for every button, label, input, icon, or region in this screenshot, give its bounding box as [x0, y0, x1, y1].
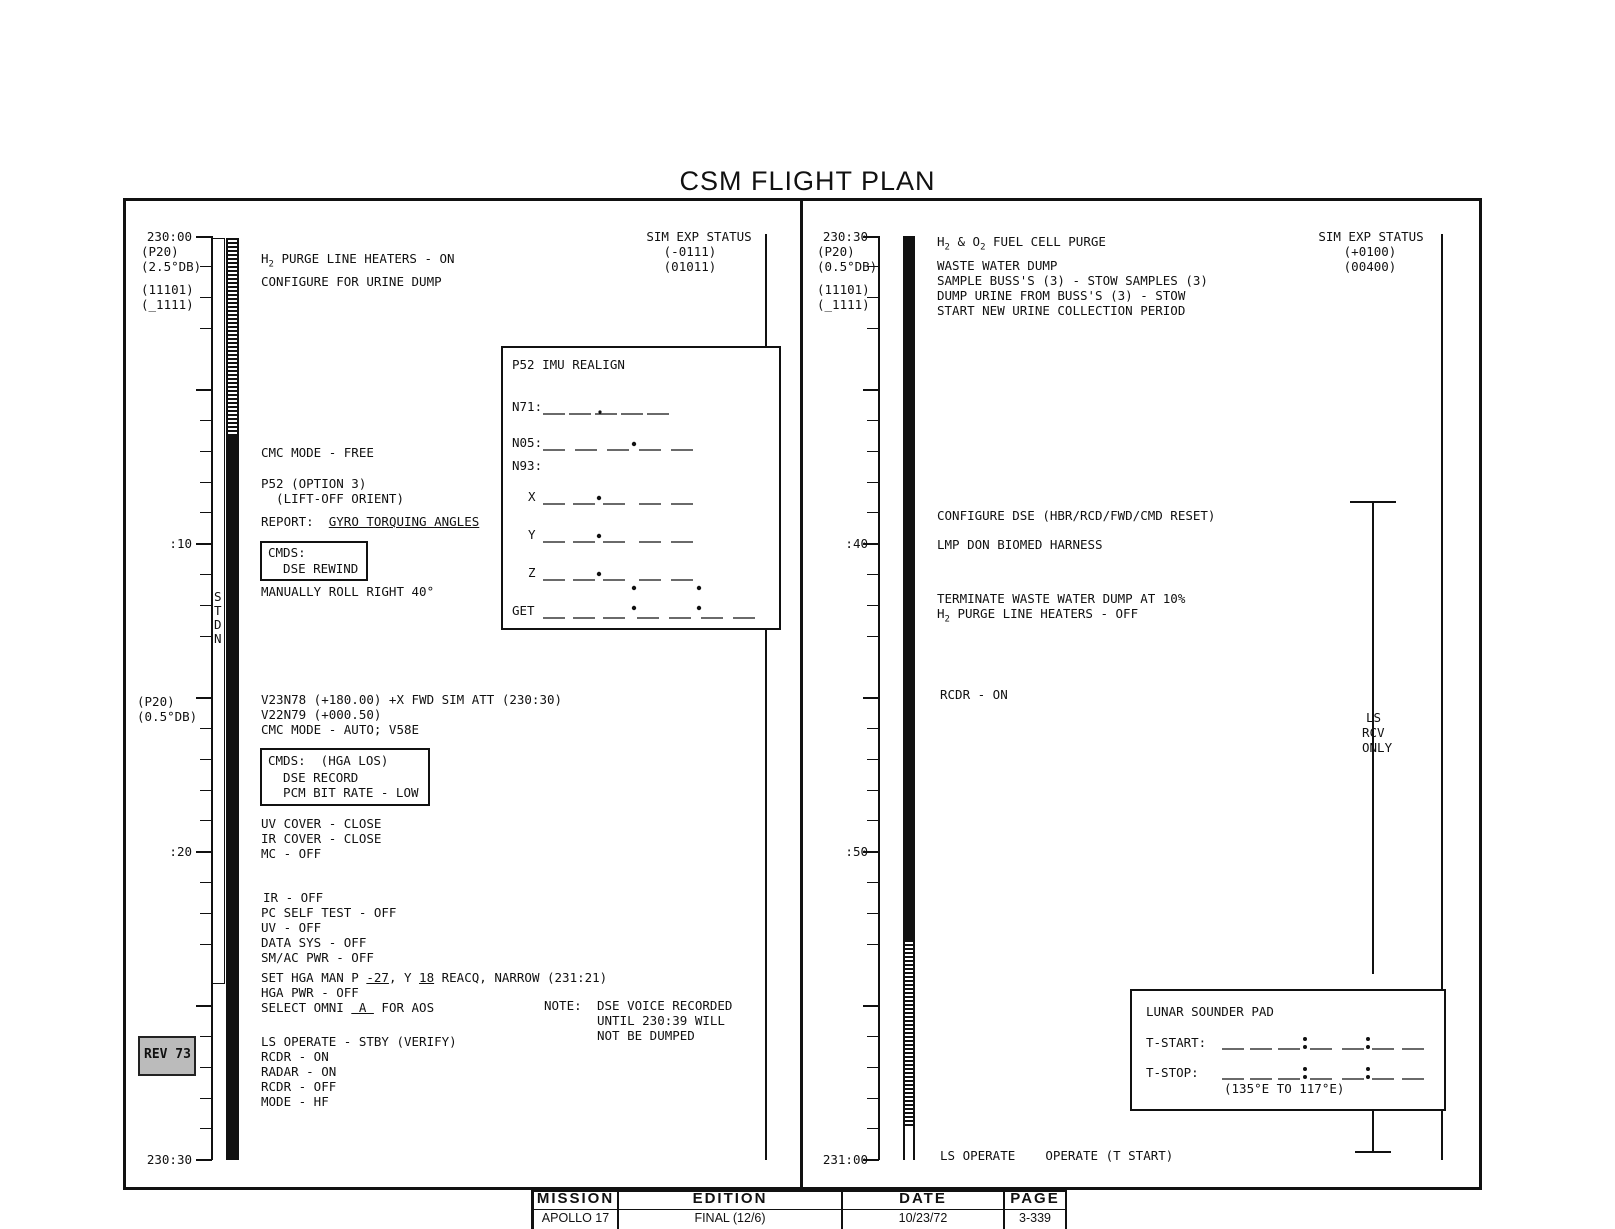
right-hatched-bar: [905, 940, 913, 1126]
left-sim-exp-status-code1: (-0111): [663, 244, 717, 259]
ls-operate-stby: LS OPERATE - STBY (VERIFY): [261, 1034, 457, 1049]
lunar-sounder-pad: [1130, 989, 1446, 1111]
pad-row-y: Y: [528, 527, 536, 542]
right-solid-activity-bar: [903, 236, 915, 940]
dump-urine-from-buss: DUMP URINE FROM BUSS'S (3) - STOW: [937, 288, 1186, 303]
sample-buss-stow: SAMPLE BUSS'S (3) - STOW SAMPLES (3): [937, 273, 1208, 288]
column-divider: [800, 198, 803, 1187]
p52-pad-title: P52 IMU REALIGN: [512, 357, 625, 372]
pad-row-get: GET: [512, 603, 535, 618]
time-10: :10: [169, 536, 192, 551]
ls-rcv-2: RCV: [1362, 725, 1385, 740]
footer-page: PAGE 3-339: [1005, 1189, 1067, 1229]
left-sim-exp-status-title: SIM EXP STATUS: [646, 229, 752, 244]
lunar-pad-blanks: [1132, 991, 1444, 1109]
cmds-dse-rewind-box: CMDS: DSE REWIND: [260, 541, 368, 581]
page-title: CSM FLIGHT PLAN: [679, 166, 936, 196]
report-line: REPORT: GYRO TORQUING ANGLES: [261, 514, 480, 529]
cmc-mode-free: CMC MODE - FREE: [261, 445, 374, 460]
hatched-bar: [228, 238, 237, 436]
pad-row-n71: N71:: [512, 399, 543, 414]
manually-roll-right: MANUALLY ROLL RIGHT 40°: [261, 584, 435, 599]
lmp-don-biomed: LMP DON BIOMED HARNESS: [937, 537, 1103, 552]
mc-off: MC - OFF: [261, 846, 322, 861]
configure-dse: CONFIGURE DSE (HBR/RCD/FWD/CMD RESET): [937, 508, 1216, 523]
left-side-note-p20: (P20): [141, 244, 179, 259]
time-40: :40: [845, 536, 868, 551]
time-231-00: 231:00: [822, 1152, 868, 1167]
h2-purge-heaters-on: $H_2$ PURGE LINE HEATERS - ON: [261, 251, 455, 270]
terminate-waste-water-dump: TERMINATE WASTE WATER DUMP AT 10%: [937, 591, 1186, 606]
v23n78-line: V23N78 (+180.00) +X FWD SIM ATT (230:30): [261, 692, 563, 707]
stdn-label: S T D N: [214, 589, 222, 646]
uv-off: UV - OFF: [261, 920, 322, 935]
report-value: GYRO TORQUING ANGLES: [328, 514, 480, 529]
time-20: :20: [169, 844, 192, 859]
ls-rcv-1: LS: [1366, 710, 1382, 725]
footer-edition: EDITION FINAL (12/6): [619, 1189, 843, 1229]
v22n79-line: V22N79 (+000.50): [261, 707, 382, 722]
select-omni-line: SELECT OMNI A FOR AOS: [261, 1000, 435, 1015]
p52-option3: P52 (OPTION 3): [261, 476, 367, 491]
data-sys-off: DATA SYS - OFF: [261, 935, 367, 950]
pad-row-x: X: [528, 489, 536, 504]
left-sim-exp-status-code2: (01011): [663, 259, 717, 274]
time-230-30: 230:30: [146, 1152, 192, 1167]
pad-entry-blanks: [503, 348, 779, 628]
right-sim-exp-status-code2: (00400): [1343, 259, 1397, 274]
lift-off-orient: (LIFT-OFF ORIENT): [261, 491, 404, 506]
rcdr-on: RCDR - ON: [261, 1049, 329, 1064]
t-stop-label: T-STOP:: [1146, 1065, 1199, 1080]
note-line-3: NOT BE DUMPED: [597, 1028, 695, 1043]
p52-imu-realign-pad: [501, 346, 781, 630]
rev-label: REV 73: [144, 1047, 191, 1062]
start-urine-collection: START NEW URINE COLLECTION PERIOD: [937, 303, 1186, 318]
time-230-00: 230:00: [146, 229, 192, 244]
h2-purge-heaters-off: $H_2$ PURGE LINE HEATERS - OFF: [937, 606, 1139, 625]
right-side-note-p20: (P20): [817, 244, 855, 259]
rcdr-off: RCDR - OFF: [261, 1079, 337, 1094]
hga-pwr-off: HGA PWR - OFF: [261, 985, 359, 1000]
right-side-note-code2: (_1111): [817, 297, 870, 312]
mode-hf: MODE - HF: [261, 1094, 329, 1109]
cmds-hga-los-box: CMDS: (HGA LOS) DSE RECORD PCM BIT RATE - LOW: [260, 748, 430, 806]
time-50: :50: [845, 844, 868, 859]
pad-row-n05: N05:: [512, 435, 543, 450]
note-label: NOTE:: [544, 998, 582, 1013]
right-side-note-code1: (11101): [817, 282, 870, 297]
sm-ac-pwr-off: SM/AC PWR - OFF: [261, 950, 374, 965]
note-line-2: UNTIL 230:39 WILL: [597, 1013, 725, 1028]
pc-self-test-off: PC SELF TEST - OFF: [261, 905, 397, 920]
ls-rcv-3: ONLY: [1362, 740, 1393, 755]
configure-urine-dump: CONFIGURE FOR URINE DUMP: [261, 274, 442, 289]
rcdr-on-right: RCDR - ON: [940, 687, 1008, 702]
right-sim-exp-status-title: SIM EXP STATUS: [1318, 229, 1424, 244]
left-side-note-db: (2.5°DB): [141, 259, 202, 274]
pad-row-z: Z: [528, 565, 536, 580]
ir-cover-close: IR COVER - CLOSE: [261, 831, 382, 846]
right-sim-exp-status-code1: (+0100): [1343, 244, 1397, 259]
ir-off: IR - OFF: [263, 890, 324, 905]
cmc-mode-auto: CMC MODE - AUTO; V58E: [261, 722, 420, 737]
fuel-cell-purge: $H_2$ & $O_2$ FUEL CELL PURGE: [937, 234, 1106, 253]
set-hga-line: SET HGA MAN P -27, Y 18 REACQ, NARROW (231:21): [261, 970, 608, 985]
ls-operate-right: LS OPERATE OPERATE (T START): [940, 1148, 1174, 1163]
radar-on: RADAR - ON: [261, 1064, 337, 1079]
uv-cover-close: UV COVER - CLOSE: [261, 816, 382, 831]
solid-activity-bar: [226, 436, 239, 1160]
footer-mission: MISSION APOLLO 17: [534, 1189, 619, 1229]
left-side-note-code1: (11101): [141, 282, 194, 297]
left-mid-note-db: (0.5°DB): [137, 709, 198, 724]
time-230-30-right: 230:30: [822, 229, 868, 244]
lunar-pad-range: (135°E TO 117°E): [1224, 1081, 1345, 1096]
rev-badge: [138, 1036, 196, 1076]
footer-date: DATE 10/23/72: [843, 1189, 1005, 1229]
pad-row-n93: N93:: [512, 458, 543, 473]
left-side-note-code2: (_1111): [141, 297, 194, 312]
note-line-1: DSE VOICE RECORDED: [597, 998, 733, 1013]
left-mid-note-p20: (P20): [137, 694, 175, 709]
right-side-note-db: (0.5°DB): [817, 259, 878, 274]
t-start-label: T-START:: [1146, 1035, 1207, 1050]
waste-water-dump: WASTE WATER DUMP: [937, 258, 1058, 273]
lunar-pad-title: LUNAR SOUNDER PAD: [1146, 1004, 1274, 1019]
